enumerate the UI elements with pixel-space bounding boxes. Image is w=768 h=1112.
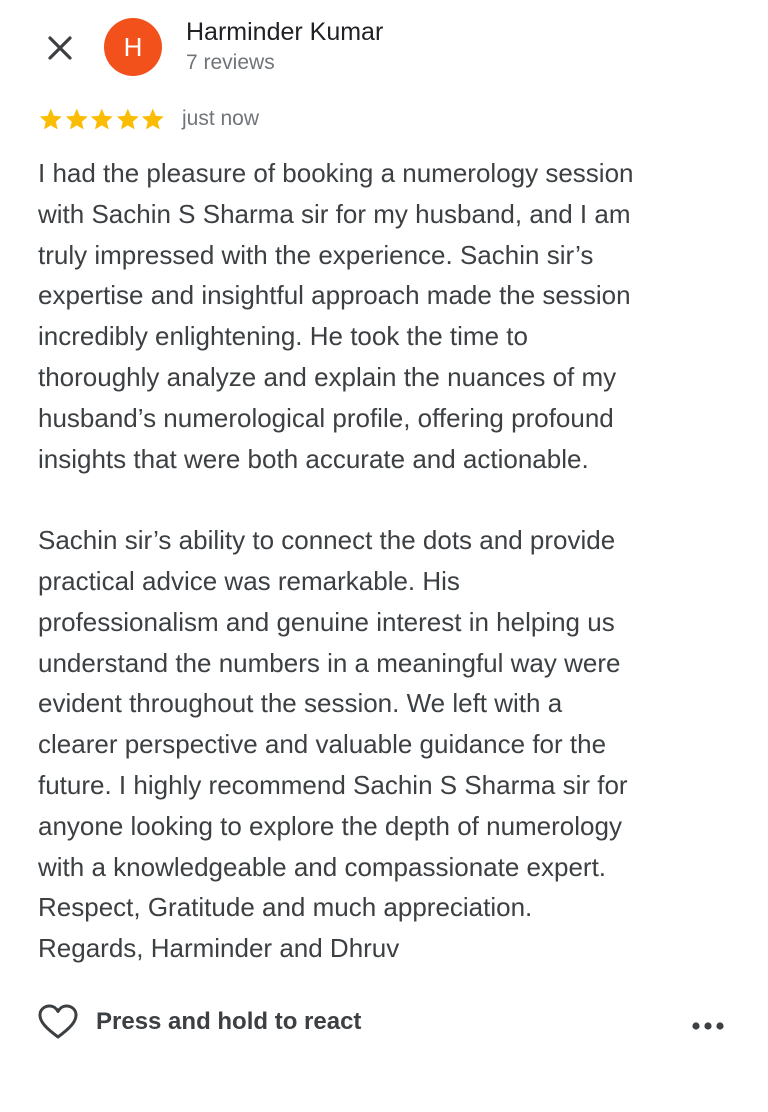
star-filled-icon [64, 107, 90, 131]
review-paragraph: Sachin sir’s ability to connect the dots and provide practical advice was remarkable. His professionalism and genuine interest in helping us understand the numbers in a meaningful way were evident throughout the session. We left with a clearer perspective and valuable guidance for the future. I highly recommend Sachin S Sharma sir for anyone looking to explore the depth of numerology with a knowledgeable and compassionate expert. Respect, Gratitude and much appreciation. Regards, Harminder and Dhruv [38, 525, 628, 964]
star-filled-icon [115, 107, 141, 131]
react-button[interactable] [38, 1004, 361, 1040]
react-label: Press and hold to react [96, 1008, 362, 1035]
star-filled-icon [89, 107, 115, 131]
rating-row [38, 107, 259, 131]
review-count: 7 reviews [186, 51, 275, 74]
star-rating [38, 107, 166, 131]
star-filled-icon [38, 107, 64, 131]
avatar[interactable]: H [104, 18, 162, 76]
close-button[interactable] [38, 26, 82, 70]
more-options-button[interactable] [684, 1008, 732, 1044]
reviewer-name[interactable]: Harminder Kumar [186, 18, 384, 46]
star-filled-icon [140, 107, 166, 131]
more-horizontal-icon [692, 1022, 724, 1030]
heart-outline-icon [38, 1004, 78, 1040]
review-paragraph: I had the pleasure of booking a numerology session with Sachin S Sharma sir for my husband, and I am truly impressed with the experience. Sachin sir’s expertise and insightful approach made the session incredibly enlightening. He took the time to thoroughly analyze and explain the nuances of my husband’s numerological profile, offering profound insights that were both accurate and actionable. [38, 158, 634, 474]
review-time: just now [181, 107, 260, 130]
review-text [38, 153, 738, 969]
close-icon [47, 35, 73, 61]
